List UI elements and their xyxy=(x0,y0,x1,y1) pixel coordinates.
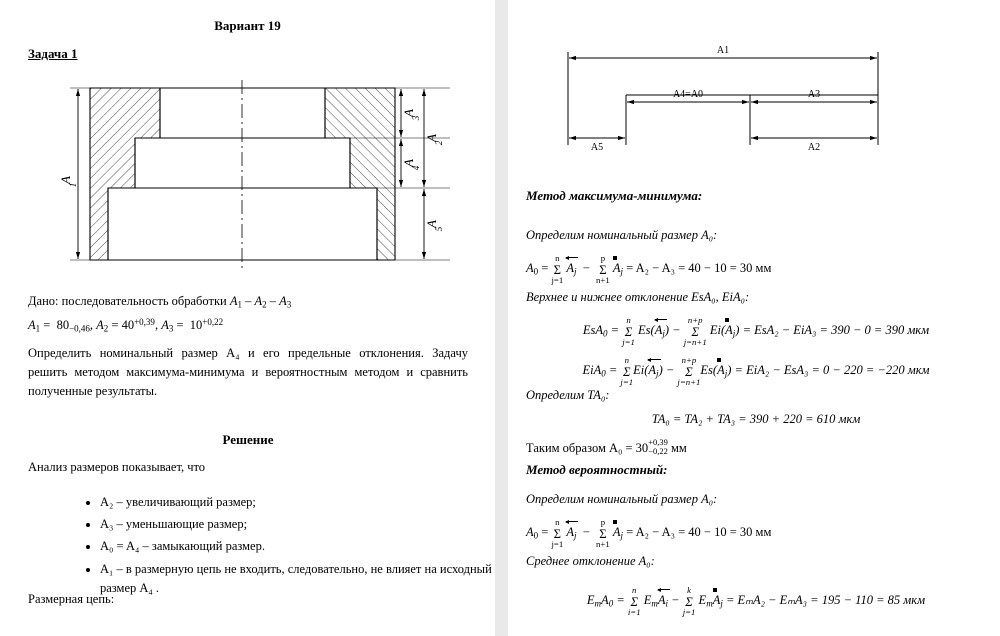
nominal-equation: $A_0$ = n Σ j=1 $A_j$ − p Σ n+1 $A_j = A_2 - A_3 = 40 - 10 = 30$ мм xyxy=(526,253,772,285)
svg-text:A: A xyxy=(424,220,439,228)
svg-text:A: A xyxy=(401,159,416,167)
document-page-right xyxy=(508,0,1000,636)
svg-text:A2: A2 xyxy=(807,142,821,153)
tolerance-label: Определим TA₀: xyxy=(526,388,610,402)
svg-text:4: 4 xyxy=(411,165,421,171)
mean-deviation-label: Среднее отклонение A₀: xyxy=(526,554,655,568)
prob-nominal-label: Определим номинальный размер A₀: xyxy=(526,492,718,506)
tolerance-equation: TA₀ = TA₂ + TA₃ = 390 + 220 = 610 мкм xyxy=(651,412,861,426)
minmax-method-header: Метод максимума-минимума: xyxy=(526,188,703,203)
nominal-equation-tail: = A₂ − A₃ = 40 − 10 = 30 мм xyxy=(626,261,772,276)
svg-text:5: 5 xyxy=(434,226,444,232)
svg-text:A4=A0: A4=A0 xyxy=(672,89,704,100)
nominal-size-label: Определим номинальный размер A₀: xyxy=(526,228,718,242)
task-statement: Определить номинальный размер A₄ и его предельные отклонения. Задачу решить методом максимума-минимума и вероятностным методом и сравнить полученные результаты. xyxy=(28,346,468,398)
svg-text:A: A xyxy=(401,109,416,117)
svg-text:A1: A1 xyxy=(716,45,730,56)
analysis-bullet-list xyxy=(60,493,520,602)
prob-nominal-tail: = A₂ − A₃ = 40 − 10 = 30 мм xyxy=(626,525,772,540)
given-line: Дано: последовательность обработки $A_1 - A_2 - A_3$ xyxy=(28,294,292,310)
list-item: • A₁ – в размерную цепь не входить, следовательно, не влияет на исходный размер A₄ . xyxy=(100,560,520,599)
svg-text:A: A xyxy=(424,134,439,142)
document-page-left xyxy=(0,0,495,636)
ei-equation: EiA$_0$ = n Σ j=1 $Ei(A_j)$ − n+p Σ j=n+1 $Es(A_j) = EiA_2 - EsA_3 = 0 - 220 = -220$ мкм xyxy=(582,355,930,387)
dimensions-line: $A_1 = 80_{-0,46}$, $A_2 = 40^{+0,39}$, $A_3 = 10^{+0,22}$ xyxy=(28,317,224,334)
list-item: • A₂ – увеличивающий размер; xyxy=(100,493,520,512)
analysis-line: Анализ размеров показывает, что xyxy=(28,460,206,474)
es-equation: EsA$_0$ = n Σ j=1 $Es(A_j)$ − n+p Σ j=n+1 $Ei(A_j) = EsA_2 - EiA_3 = 390 - 0 = 390$ мкм xyxy=(582,315,930,347)
mean-deviation-equation: $E_mA_0$ = n Σ i=1 $E_mA_i$ − k Σ j=1 $E_mA_j = E_mA_2 - E_mA_3 = 195 - 110 = 85$ мкм xyxy=(586,585,926,617)
es-equation-tail: = EsA₂ − EiA₃ = 390 − 0 = 390 мкм xyxy=(742,323,930,338)
dimension-chain-figure xyxy=(518,40,988,175)
svg-text:1: 1 xyxy=(68,182,78,188)
probabilistic-method-header: Метод вероятностный: xyxy=(526,462,668,477)
prob-nominal-equation: $A_0$ = n Σ j=1 $A_j$ − p Σ n+1 $A_j = A_2 - A_3 = 40 - 10 = 30$ мм xyxy=(526,517,772,549)
svg-text:A: A xyxy=(58,176,73,184)
part-section-figure xyxy=(30,80,460,280)
deviation-label: Верхнее и нижнее отклонение EsA₀, EiA₀: xyxy=(526,290,750,304)
mean-deviation-tail: = EₘA₂ − EₘA₃ = 195 − 110 = 85 мкм xyxy=(725,593,926,608)
svg-text:3: 3 xyxy=(411,115,421,121)
chain-label: Размерная цепь: xyxy=(28,592,115,606)
ei-equation-tail: = EiA₂ − EsA₃ = 0 − 220 = −220 мкм xyxy=(734,363,930,378)
svg-text:2: 2 xyxy=(434,140,444,146)
task-heading: Задача 1 xyxy=(28,46,78,61)
list-item: • A₀ = A₄ – замыкающий размер. xyxy=(100,537,520,556)
minmax-result: Таким образом A₀ = 30 +0,39 −0,22 мм xyxy=(526,437,687,456)
solution-header: Решение xyxy=(222,432,274,447)
svg-text:A5: A5 xyxy=(590,142,604,153)
page-title: Вариант 19 xyxy=(214,18,281,33)
list-item: • A₃ – уменьшающие размер; xyxy=(100,515,520,534)
svg-text:A3: A3 xyxy=(807,89,821,100)
